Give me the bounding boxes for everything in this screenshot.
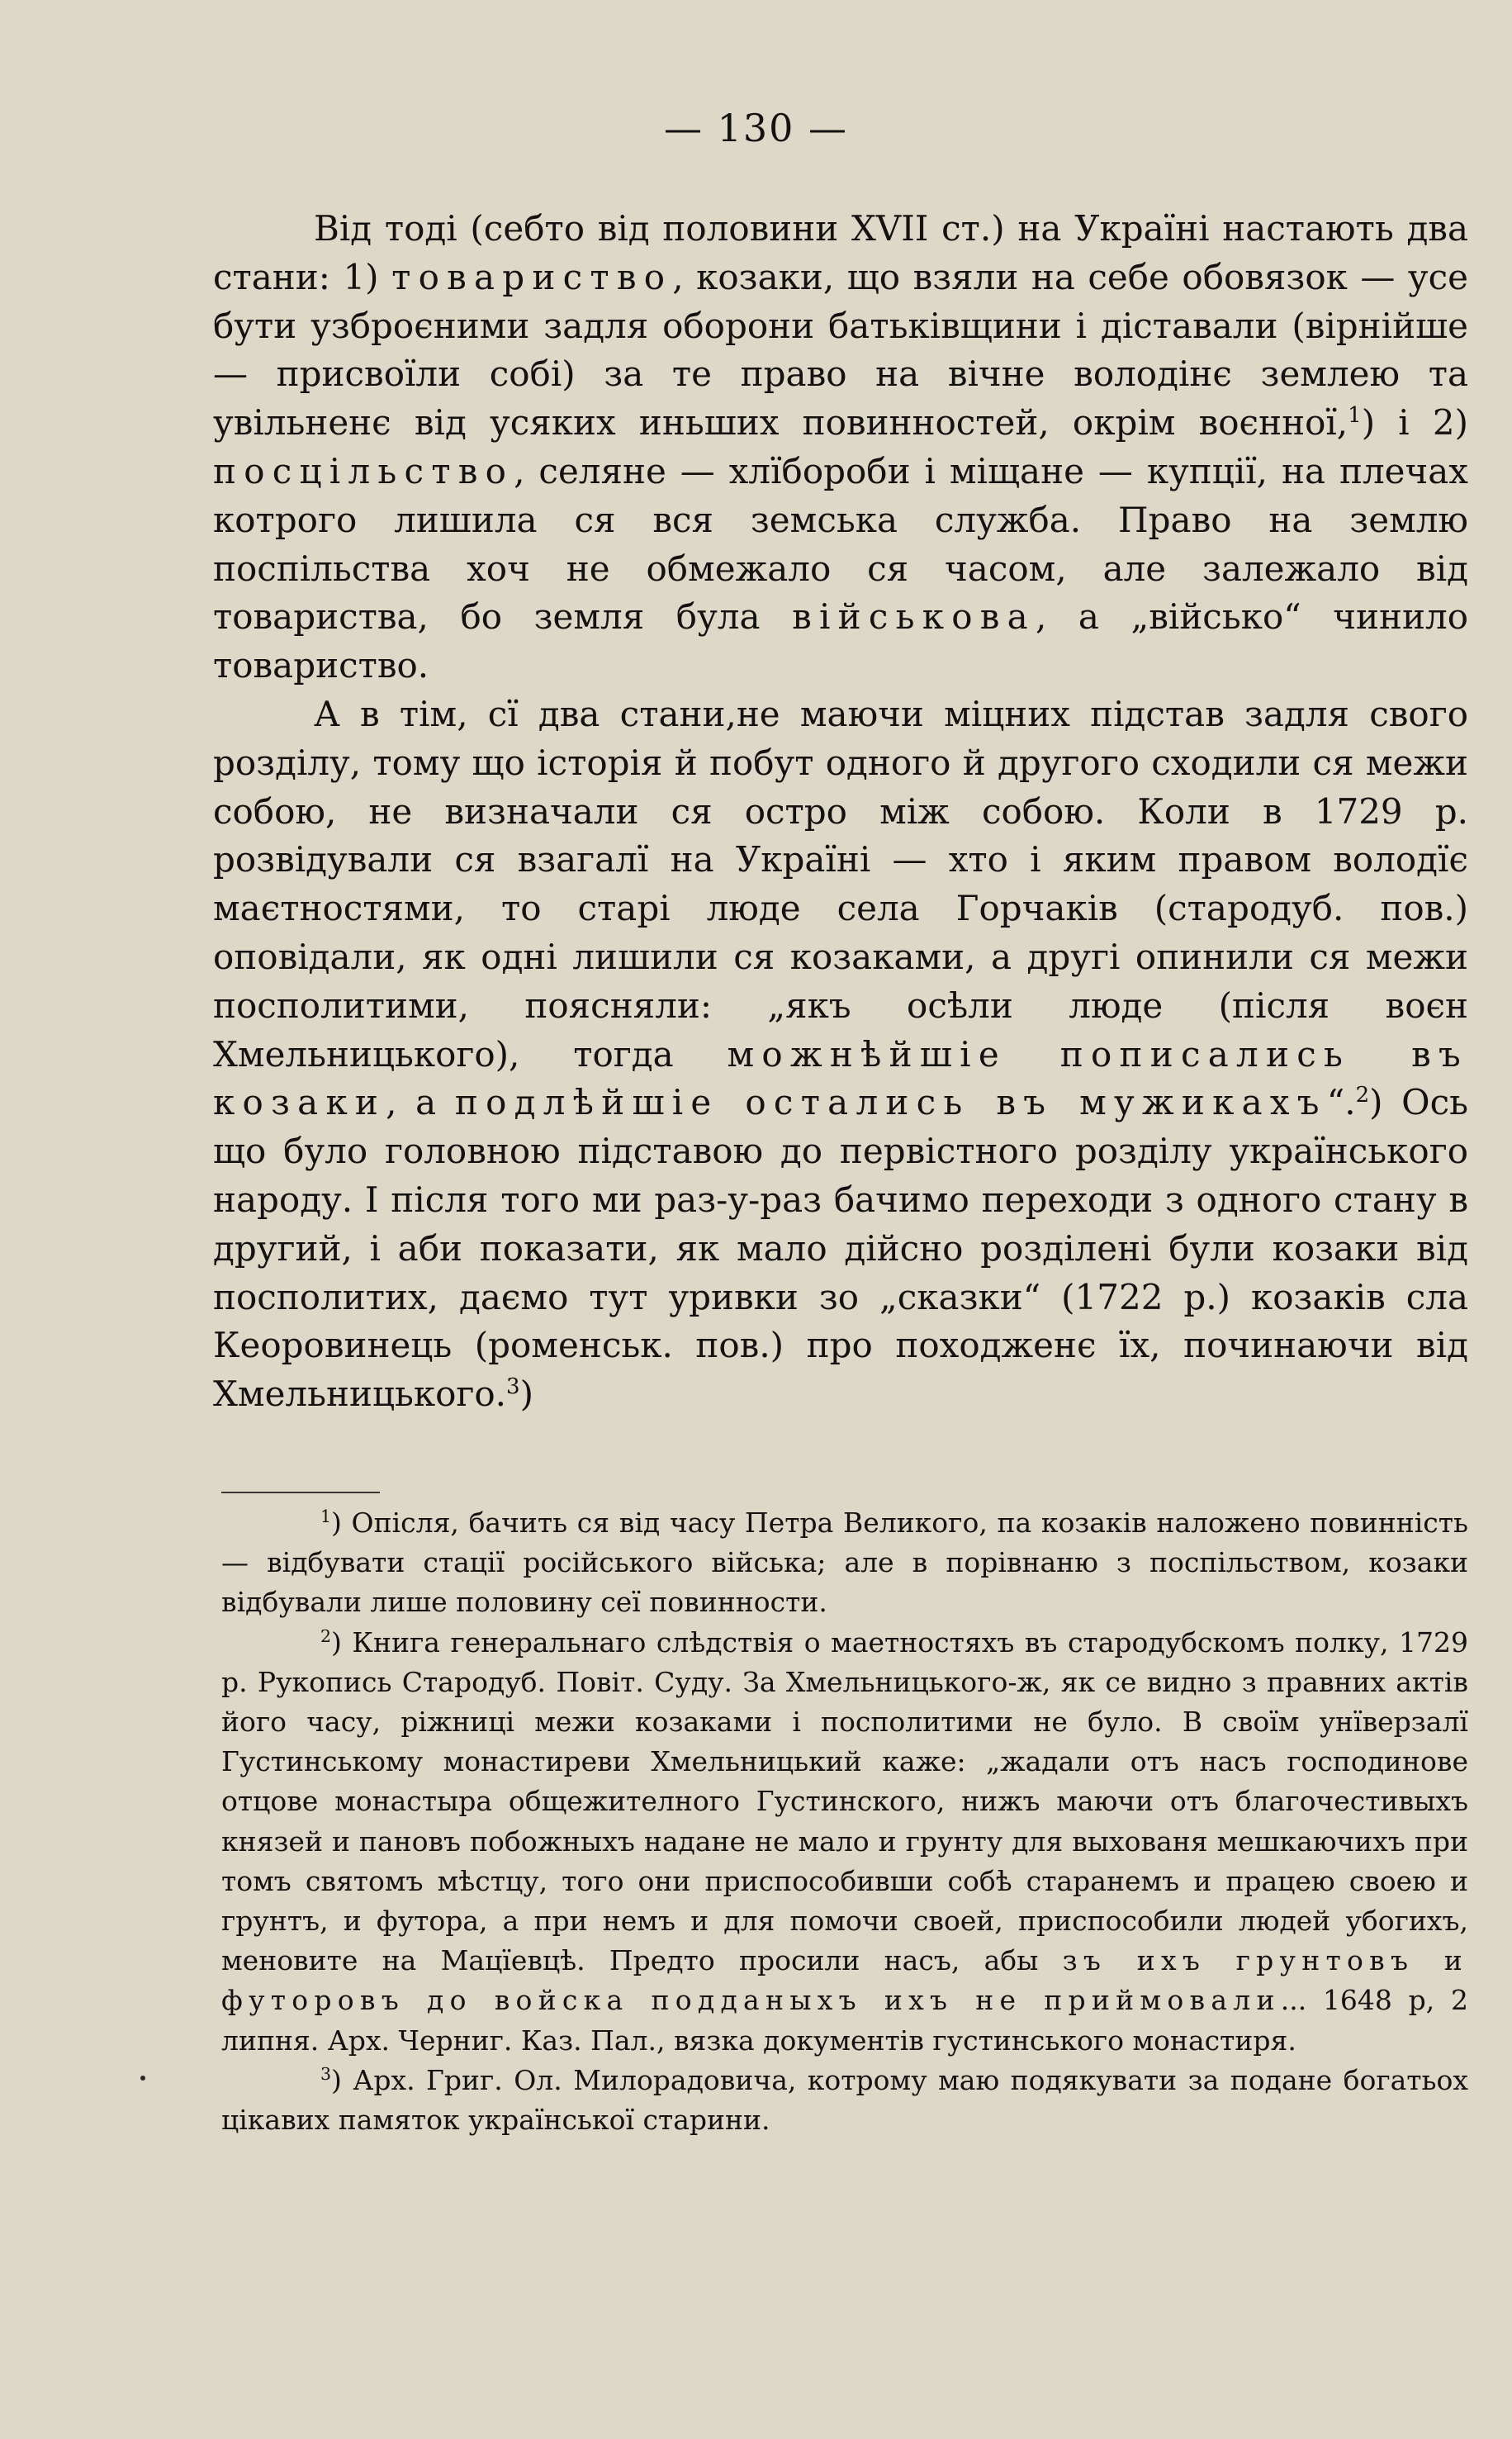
footnote-1-text: ) Опісля, бачить ся від часу Петра Великого, па козаків наложено повинність — відбувати стації російського війська; але в порівнаню з поспільством, козаки відбували лише половину сеї повинности. (221, 1507, 1468, 1619)
paragraph-2-text-h: ) Ось що було головною підставою до первістного розділу українського народу. І після того ми раз-у-раз бачимо переходи з одного стану в другий, і аби показати, як мало дійсно розділені були козаки від посполитих, даємо тут уривки зо „сказки“ (1722 р.) козаків сла Кеоровинець (роменськ. пов.) про походженє їх, починаючи від Хмельницького. (213, 1082, 1469, 1415)
paragraph-2-text-g: “. (1326, 1082, 1356, 1123)
footnote-ref-2: 2 (1355, 1083, 1370, 1108)
paragraph-2-text-e: , а (386, 1082, 455, 1123)
footnote-1 (221, 1503, 1468, 1623)
paragraph-2 (213, 690, 1468, 1419)
footnote-2-text-c: ... 1648 р, 2 липня. Арх. Черниг. Каз. Пал., вязка документів густинського монастиря. (221, 1984, 1468, 2057)
paragraph-1-text-h: , а „військо“ чинило товариство. (213, 596, 1468, 686)
term-tovarystvo: товариство (391, 256, 673, 297)
term-pospilstvo: посцільство (213, 450, 514, 491)
footnote-divider (221, 1492, 380, 1493)
quote-podleishie: подлѣйшіе остались въ мужикахъ (454, 1082, 1327, 1123)
term-viiskova: військова (792, 596, 1036, 638)
paragraph-2-text-i: ) (519, 1374, 533, 1415)
footnote-2-mark: 2 (320, 1625, 332, 1646)
footnote-ref-3: 3 (506, 1374, 520, 1400)
paragraph-1-text-f: , селяне — хлїбороби і міщане — купції, на плечах котрого лишила ся вся земська служба. Право на землю поспільства хоч не обмежало ся часом, але залежало від товариства, бо земля була (213, 450, 1468, 638)
footnote-1-mark: 1 (320, 1507, 332, 1526)
footnotes (221, 1503, 1468, 2140)
quote-mozhneishie: можнѣйшіе (727, 1033, 1007, 1075)
footnote-2-spaced-quote: зъ ихъ грунтовъ и футоровъ до войска подданыхъ ихъ не приймовали (221, 1944, 1468, 2017)
paragraph-1 (213, 205, 1468, 690)
footnote-3 (221, 2061, 1468, 2140)
footnote-2-text-a: ) Книга генеральнаго слѣдствія о маетностяхъ въ стародубскомъ полку, 1729 р. Рукопись Стародуб. Повіт. Суду. За Хмельницького-ж, як се видно з правних актів його часу, ріжниці межи козаками і посполитими не було. В своїм унїверзалї Густинському монастиреви Хмельницький каже: „жадали отъ насъ господинове отцове монастыра общежителного Густинского, нижъ маючи отъ благочестивыхъ князей и пановъ побожныхъ надане не мало и грунту для выхованя мешкаючихъ при томъ святомъ мѣстцу, того они приспособивши собѣ старанемъ и працею своею и грунтъ, и футора, а при немъ и для помочи своей, приспособили людей убогихъ, меновите на Мацїевцѣ. Предто просили насъ, абы (221, 1625, 1468, 1977)
quote-popysalis: пописались въ козаки (213, 1033, 1468, 1123)
footnote-3-text: ) Арх. Григ. Ол. Милорадовича, котрому маю подякувати за подане богатьох цікавих памяток української старини. (221, 2063, 1468, 2137)
ink-speck (140, 2076, 145, 2081)
footnote-3-mark: 3 (320, 2063, 332, 2084)
paragraph-2-text-a: А в тім, сї два стани,не маючи міцних підстав задля свого розділу, тому що історія й побут одного й другого сходили ся межи собою, не визначали ся остро між собою. Коли в 1729 р. розвідували ся взагалї на Україні — хто і яким правом володїє маєтностями, то старі люде села Горчаків (стародуб. пов.) оповідали, як одні лишили ся козаками, а другі опинили ся межи посполитими, поясняли: „якъ осѣли люде (після вoєн Хмельницького), тогда (213, 693, 1468, 1075)
paragraph-1-text-c: , козаки, що взяли на себе обовязок — усе бути узброєними задля оборони батьківщини і діставали (вірнійше — присвоїли собі) за те право на вічне володінє землею та увільненє від усяких иньших повинностей, окрім воєнної, (213, 256, 1469, 444)
paragraph-1-text-d: ) і 2) (1361, 402, 1468, 444)
page-number: — 130 — (663, 106, 849, 150)
footnote-ref-1: 1 (1348, 403, 1362, 429)
footnote-2 (221, 1623, 1468, 2061)
paragraph-2-text-c (1007, 1034, 1060, 1075)
main-text (213, 205, 1468, 1419)
paragraph-1-text-a: Від тоді (себто від половини XVII ст.) на Україні настають два стани: 1) (213, 208, 1468, 297)
